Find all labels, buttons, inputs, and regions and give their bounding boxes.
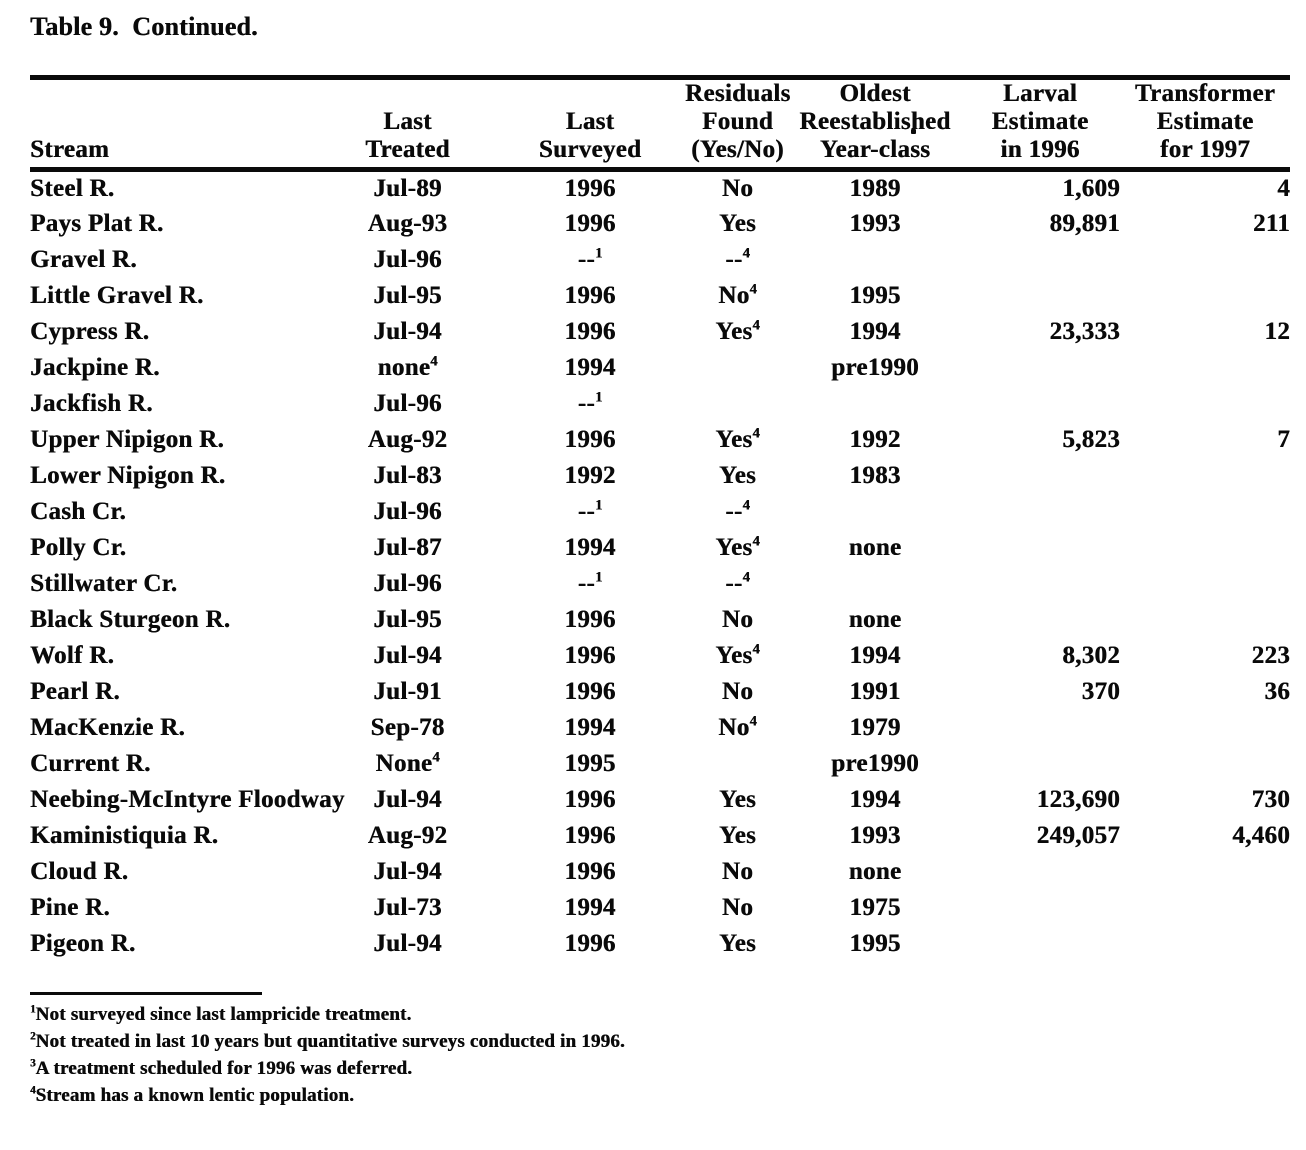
cell-oldest xyxy=(790,242,960,278)
cell-residuals: No xyxy=(721,174,754,202)
table-title: Table 9. Continued. xyxy=(30,12,258,41)
cell-treated: Jul-91 xyxy=(373,677,442,705)
cell-transformer xyxy=(1120,242,1290,278)
cell-treated: Jul-87 xyxy=(373,533,442,561)
table-row xyxy=(30,242,1290,278)
cell-oldest: 1994 xyxy=(849,641,901,669)
cell-oldest: 1995 xyxy=(849,281,901,309)
cell-larval: 23,333 xyxy=(1049,317,1120,345)
table-row xyxy=(30,170,1290,206)
cell-stream: Jackfish R. xyxy=(30,389,153,417)
table-row xyxy=(30,422,1290,458)
cell-residuals: No xyxy=(721,677,754,705)
cell-larval: 5,823 xyxy=(1062,425,1120,453)
table-row xyxy=(30,494,1290,530)
table-row xyxy=(30,458,1290,494)
table-row xyxy=(30,890,1290,926)
cell-residuals: --$^4$ xyxy=(725,245,750,273)
cell-stream: MacKenzie R. xyxy=(30,713,185,741)
cell-stream: Upper Nipigon R. xyxy=(30,425,224,453)
cell-treated: Jul-94 xyxy=(373,857,442,885)
cell-oldest: pre1990 xyxy=(831,749,919,777)
table-row xyxy=(30,926,1290,962)
cell-larval xyxy=(960,278,1120,314)
cell-transformer xyxy=(1120,278,1290,314)
cell-oldest: 1979 xyxy=(849,713,901,741)
cell-oldest: pre1990 xyxy=(831,353,919,381)
cell-transformer xyxy=(1120,350,1290,386)
footnote-text: Not treated in last 10 years but quantitative surveys conducted in 1996. xyxy=(35,1031,625,1052)
cell-larval xyxy=(960,854,1120,890)
cell-oldest: 1995 xyxy=(849,929,901,957)
cell-oldest: none xyxy=(848,605,902,633)
cell-residuals: --$^4$ xyxy=(725,497,750,525)
footnotes-section xyxy=(30,992,1130,1109)
footnote-marker: 1 xyxy=(595,389,603,406)
cell-surveyed: 1996 xyxy=(564,281,616,309)
cell-treated: Jul-94 xyxy=(373,785,442,813)
footnote-marker: 3 xyxy=(30,1057,36,1070)
cell-surveyed: 1996 xyxy=(564,605,616,633)
column-header-transformer: Transformer Estimate for 1997 xyxy=(1120,78,1290,170)
cell-residuals xyxy=(685,350,790,386)
table-row xyxy=(30,674,1290,710)
cell-treated: Jul-94 xyxy=(373,929,442,957)
cell-treated: Jul-89 xyxy=(373,174,442,202)
cell-residuals: Yes xyxy=(718,461,756,489)
table-row xyxy=(30,350,1290,386)
cell-surveyed: 1996 xyxy=(564,174,616,202)
cell-larval xyxy=(960,494,1120,530)
cell-larval: 89,891 xyxy=(1049,209,1120,237)
cell-transformer: 223 xyxy=(1251,641,1290,669)
footnote-marker: 4 xyxy=(432,749,440,766)
cell-stream: Pays Plat R. xyxy=(30,209,164,237)
footnote-text: Not surveyed since last lampricide treatment. xyxy=(35,1004,412,1025)
cell-oldest: 1975 xyxy=(849,893,901,921)
cell-residuals: Yes$^4$ xyxy=(715,317,760,345)
cell-stream: Steel R. xyxy=(30,174,115,202)
cell-larval: 1,609 xyxy=(1062,174,1120,202)
cell-treated: Aug-92 xyxy=(367,821,448,849)
footnote-marker: 4 xyxy=(752,641,760,658)
cell-larval xyxy=(960,458,1120,494)
cell-treated: Jul-96 xyxy=(373,497,442,525)
cell-transformer: 730 xyxy=(1251,785,1290,813)
footnote-separator-rule xyxy=(30,992,262,995)
cell-transformer: 36 xyxy=(1264,677,1290,705)
table-row xyxy=(30,710,1290,746)
cell-oldest: 1991 xyxy=(849,677,901,705)
cell-larval xyxy=(960,350,1120,386)
cell-transformer xyxy=(1120,746,1290,782)
table-row xyxy=(30,602,1290,638)
cell-stream: Jackpine R. xyxy=(30,353,160,381)
cell-stream: Gravel R. xyxy=(30,245,137,273)
footnote xyxy=(30,1028,1130,1055)
footnote xyxy=(30,1001,1130,1028)
cell-surveyed: --$^1$ xyxy=(577,497,603,525)
footnote-marker: 1 xyxy=(595,245,603,262)
cell-residuals: Yes$^4$ xyxy=(715,533,760,561)
cell-larval xyxy=(960,386,1120,422)
cell-oldest: none xyxy=(848,533,902,561)
cell-treated: Jul-83 xyxy=(373,461,442,489)
table-header-row xyxy=(30,78,1290,170)
cell-treated: Jul-96 xyxy=(373,389,442,417)
cell-larval xyxy=(960,530,1120,566)
cell-residuals xyxy=(685,746,790,782)
table-row xyxy=(30,386,1290,422)
cell-stream: Pine R. xyxy=(30,893,110,921)
column-header-treated: Last Treated xyxy=(320,78,495,170)
cell-surveyed: 1992 xyxy=(564,461,616,489)
cell-larval xyxy=(960,710,1120,746)
cell-residuals xyxy=(685,386,790,422)
cell-larval: 249,057 xyxy=(1036,821,1120,849)
cell-surveyed: 1996 xyxy=(564,785,616,813)
table-row xyxy=(30,314,1290,350)
table-row xyxy=(30,782,1290,818)
footnote-marker: 1 xyxy=(30,1003,36,1016)
cell-larval: 123,690 xyxy=(1036,785,1120,813)
column-header-residuals: Residuals Found (Yes/No) xyxy=(685,78,790,170)
cell-stream: Stillwater Cr. xyxy=(30,569,178,597)
cell-oldest: 1994 xyxy=(849,317,901,345)
cell-stream: Neebing-McIntyre Floodway xyxy=(30,785,345,813)
cell-residuals: Yes$^4$ xyxy=(715,641,760,669)
table-row xyxy=(30,638,1290,674)
cell-transformer xyxy=(1120,386,1290,422)
cell-treated: Jul-73 xyxy=(373,893,442,921)
cell-residuals: Yes$^4$ xyxy=(715,425,760,453)
cell-residuals: No xyxy=(721,893,754,921)
cell-surveyed: 1995 xyxy=(564,749,616,777)
cell-residuals: Yes xyxy=(718,821,756,849)
cell-larval xyxy=(960,566,1120,602)
footnote-marker: 4 xyxy=(752,533,760,550)
footnote-text: A treatment scheduled for 1996 was deferred. xyxy=(35,1058,413,1079)
cell-transformer xyxy=(1120,566,1290,602)
column-header-oldest: Oldest Reestablished Year-class xyxy=(790,78,960,170)
footnote-marker: 4 xyxy=(749,713,757,730)
cell-residuals: No xyxy=(721,605,754,633)
cell-larval xyxy=(960,746,1120,782)
cell-treated: Jul-94 xyxy=(373,641,442,669)
footnote-marker: 4 xyxy=(752,317,760,334)
cell-larval: 8,302 xyxy=(1062,641,1120,669)
cell-surveyed: --$^1$ xyxy=(577,389,603,417)
cell-surveyed: 1996 xyxy=(564,641,616,669)
cell-treated: None$^4$ xyxy=(375,749,440,777)
cell-larval xyxy=(960,926,1120,962)
cell-oldest: 1993 xyxy=(849,209,901,237)
footnote-marker: 4 xyxy=(752,425,760,442)
cell-oldest xyxy=(790,386,960,422)
cell-treated: Jul-95 xyxy=(373,605,442,633)
cell-oldest xyxy=(790,494,960,530)
cell-oldest xyxy=(790,566,960,602)
cell-stream: Polly Cr. xyxy=(30,533,127,561)
cell-surveyed: 1996 xyxy=(564,317,616,345)
cell-transformer: 4 xyxy=(1277,174,1290,202)
cell-oldest: 1994 xyxy=(849,785,901,813)
cell-transformer: 211 xyxy=(1252,209,1290,237)
cell-larval xyxy=(960,242,1120,278)
cell-stream: Little Gravel R. xyxy=(30,281,204,309)
cell-transformer: 7 xyxy=(1277,425,1290,453)
cell-oldest: 1983 xyxy=(849,461,901,489)
column-header-stream: Stream xyxy=(30,78,320,170)
cell-surveyed: 1994 xyxy=(564,353,616,381)
cell-residuals: Yes xyxy=(718,785,756,813)
cell-surveyed: --$^1$ xyxy=(577,245,603,273)
footnote-marker: 1 xyxy=(595,569,603,586)
cell-surveyed: 1994 xyxy=(564,893,616,921)
table-row xyxy=(30,854,1290,890)
cell-oldest: none xyxy=(848,857,902,885)
cell-transformer: 4,460 xyxy=(1232,821,1290,849)
footnote-marker: 4 xyxy=(430,353,438,370)
cell-larval: 370 xyxy=(1081,677,1120,705)
cell-treated: Jul-96 xyxy=(373,245,442,273)
footnote-marker: 2 xyxy=(30,1030,36,1043)
cell-transformer xyxy=(1120,854,1290,890)
table-row xyxy=(30,566,1290,602)
cell-stream: Cash Cr. xyxy=(30,497,126,525)
footnote xyxy=(30,1082,1130,1109)
cell-transformer xyxy=(1120,530,1290,566)
cell-treated: Aug-92 xyxy=(367,425,448,453)
cell-stream: Lower Nipigon R. xyxy=(30,461,226,489)
cell-residuals: No$^4$ xyxy=(718,713,757,741)
footnote-marker: 4 xyxy=(749,281,757,298)
footnote-text: Stream has a known lentic population. xyxy=(35,1085,355,1106)
footnote-marker: 1 xyxy=(595,497,603,514)
cell-transformer xyxy=(1120,710,1290,746)
cell-treated: Jul-95 xyxy=(373,281,442,309)
cell-oldest: 1992 xyxy=(849,425,901,453)
cell-transformer: 12 xyxy=(1264,317,1290,345)
cell-treated: Jul-94 xyxy=(373,317,442,345)
cell-treated: Jul-96 xyxy=(373,569,442,597)
cell-larval xyxy=(960,602,1120,638)
cell-surveyed: 1994 xyxy=(564,533,616,561)
table-body xyxy=(30,170,1290,962)
cell-larval xyxy=(960,890,1120,926)
table-header xyxy=(30,78,1290,170)
footnote-marker: 4 xyxy=(742,245,750,262)
cell-residuals: No xyxy=(721,857,754,885)
cell-surveyed: 1994 xyxy=(564,713,616,741)
footnote-marker: 4 xyxy=(742,497,750,514)
table-row xyxy=(30,278,1290,314)
cell-residuals: No$^4$ xyxy=(718,281,757,309)
footnote xyxy=(30,1055,1130,1082)
cell-stream: Pearl R. xyxy=(30,677,120,705)
cell-stream: Cloud R. xyxy=(30,857,129,885)
column-header-surveyed: Last Surveyed xyxy=(495,78,685,170)
cell-stream: Black Sturgeon R. xyxy=(30,605,231,633)
cell-residuals: Yes xyxy=(718,929,756,957)
stream-assessment-table xyxy=(30,75,1290,962)
table-row xyxy=(30,530,1290,566)
cell-stream: Cypress R. xyxy=(30,317,150,345)
cell-transformer xyxy=(1120,494,1290,530)
cell-surveyed: 1996 xyxy=(564,821,616,849)
cell-surveyed: --$^1$ xyxy=(577,569,603,597)
cell-stream: Pigeon R. xyxy=(30,929,136,957)
cell-surveyed: 1996 xyxy=(564,209,616,237)
table-row xyxy=(30,746,1290,782)
cell-oldest: 1989 xyxy=(849,174,901,202)
cell-surveyed: 1996 xyxy=(564,857,616,885)
cell-transformer xyxy=(1120,458,1290,494)
cell-stream: Wolf R. xyxy=(30,641,115,669)
cell-stream: Kaministiquia R. xyxy=(30,821,219,849)
table-row xyxy=(30,206,1290,242)
cell-oldest: 1993 xyxy=(849,821,901,849)
cell-stream: Current R. xyxy=(30,749,151,777)
cell-transformer xyxy=(1120,926,1290,962)
cell-surveyed: 1996 xyxy=(564,677,616,705)
cell-treated: Aug-93 xyxy=(367,209,448,237)
cell-residuals: --$^4$ xyxy=(725,569,750,597)
column-header-larval: Larval Estimate in 1996 xyxy=(960,78,1120,170)
cell-surveyed: 1996 xyxy=(564,929,616,957)
cell-transformer xyxy=(1120,890,1290,926)
table-row xyxy=(30,818,1290,854)
footnote-marker: 4 xyxy=(742,569,750,586)
cell-transformer xyxy=(1120,602,1290,638)
cell-treated: none$^4$ xyxy=(377,353,438,381)
cell-residuals: Yes xyxy=(718,209,756,237)
cell-surveyed: 1996 xyxy=(564,425,616,453)
footnote-marker: 4 xyxy=(30,1084,36,1097)
cell-treated: Sep-78 xyxy=(370,713,445,741)
